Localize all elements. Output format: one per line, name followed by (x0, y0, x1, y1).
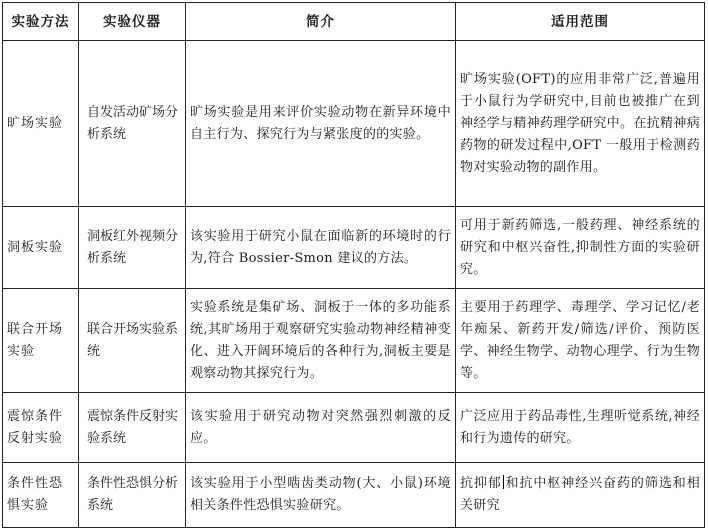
scope-text-after-cursor: 和抗中枢神经兴奋药的筛选和相关研究 (460, 476, 700, 513)
row-description: 实验系统是集矿场、洞板于一体的多功能系统,其旷场用于观察研究实验动物神经精神变化、进入开阔环境后的各种行为,洞板主要是观察动物其探究行为。 (186, 289, 456, 393)
table-row (3, 41, 705, 207)
row-instrument: 洞板红外视频分析系统 (79, 207, 186, 289)
row-method: 震惊条件反射实验 (3, 393, 79, 463)
row-scope: 主要用于药理学、毒理学、学习记忆/老年痴呆、新药开发/筛选/评价、预防医学、神经生物学、动物心理学、行为生物等。 (456, 289, 705, 393)
row-instrument: 自发活动矿场分析系统 (79, 41, 186, 207)
row-method: 联合开场实验 (3, 289, 79, 393)
table-row (3, 393, 705, 463)
table-row (3, 463, 705, 528)
header-instrument: 实验仪器 (79, 3, 186, 41)
header-method: 实验方法 (3, 3, 79, 41)
header-scope: 适用范围 (456, 3, 705, 41)
row-description: 该实验用于研究小鼠在面临新的环境时的行为,符合 Bossier-Smon 建议的方法。 (186, 207, 456, 289)
row-description: 该实验用于小型啮齿类动物(大、小鼠)环境相关条件性恐惧实验研究。 (186, 463, 456, 528)
scope-text-before-cursor: 抗抑郁 (460, 476, 502, 491)
row-scope: 旷场实验(OFT)的应用非常广泛,普遍用于小鼠行为学研究中,目前也被推广在到神经学与精神药理学研究中。在抗精神病药物的研发过程中,OFT 一般用于检测药物对实验动物的副作用。 (456, 41, 705, 207)
row-method: 条件性恐惧实验 (3, 463, 79, 528)
header-description: 简介 (186, 3, 456, 41)
table-header-row (3, 3, 705, 41)
row-instrument: 条件性恐惧分析系统 (79, 463, 186, 528)
experiment-methods-table (2, 2, 705, 528)
row-scope[interactable] (456, 463, 705, 528)
row-scope: 广泛应用于药品毒性,生理听觉系统,神经和行为遗传的研究。 (456, 393, 705, 463)
table-row (3, 289, 705, 393)
row-method: 旷场实验 (3, 41, 79, 207)
text-cursor (503, 475, 504, 489)
row-scope: 可用于新药筛选,一般药理、神经系统的研究和中枢兴奋性,抑制性方面的实验研究。 (456, 207, 705, 289)
row-instrument: 联合开场实验系统 (79, 289, 186, 393)
row-description: 该实验用于研究动物对突然强烈刺激的反应。 (186, 393, 456, 463)
row-instrument: 震惊条件反射实验系统 (79, 393, 186, 463)
table-row (3, 207, 705, 289)
row-method: 洞板实验 (3, 207, 79, 289)
row-description: 旷场实验是用来评价实验动物在新异环境中自主行为、探究行为与紧张度的的实验。 (186, 41, 456, 207)
